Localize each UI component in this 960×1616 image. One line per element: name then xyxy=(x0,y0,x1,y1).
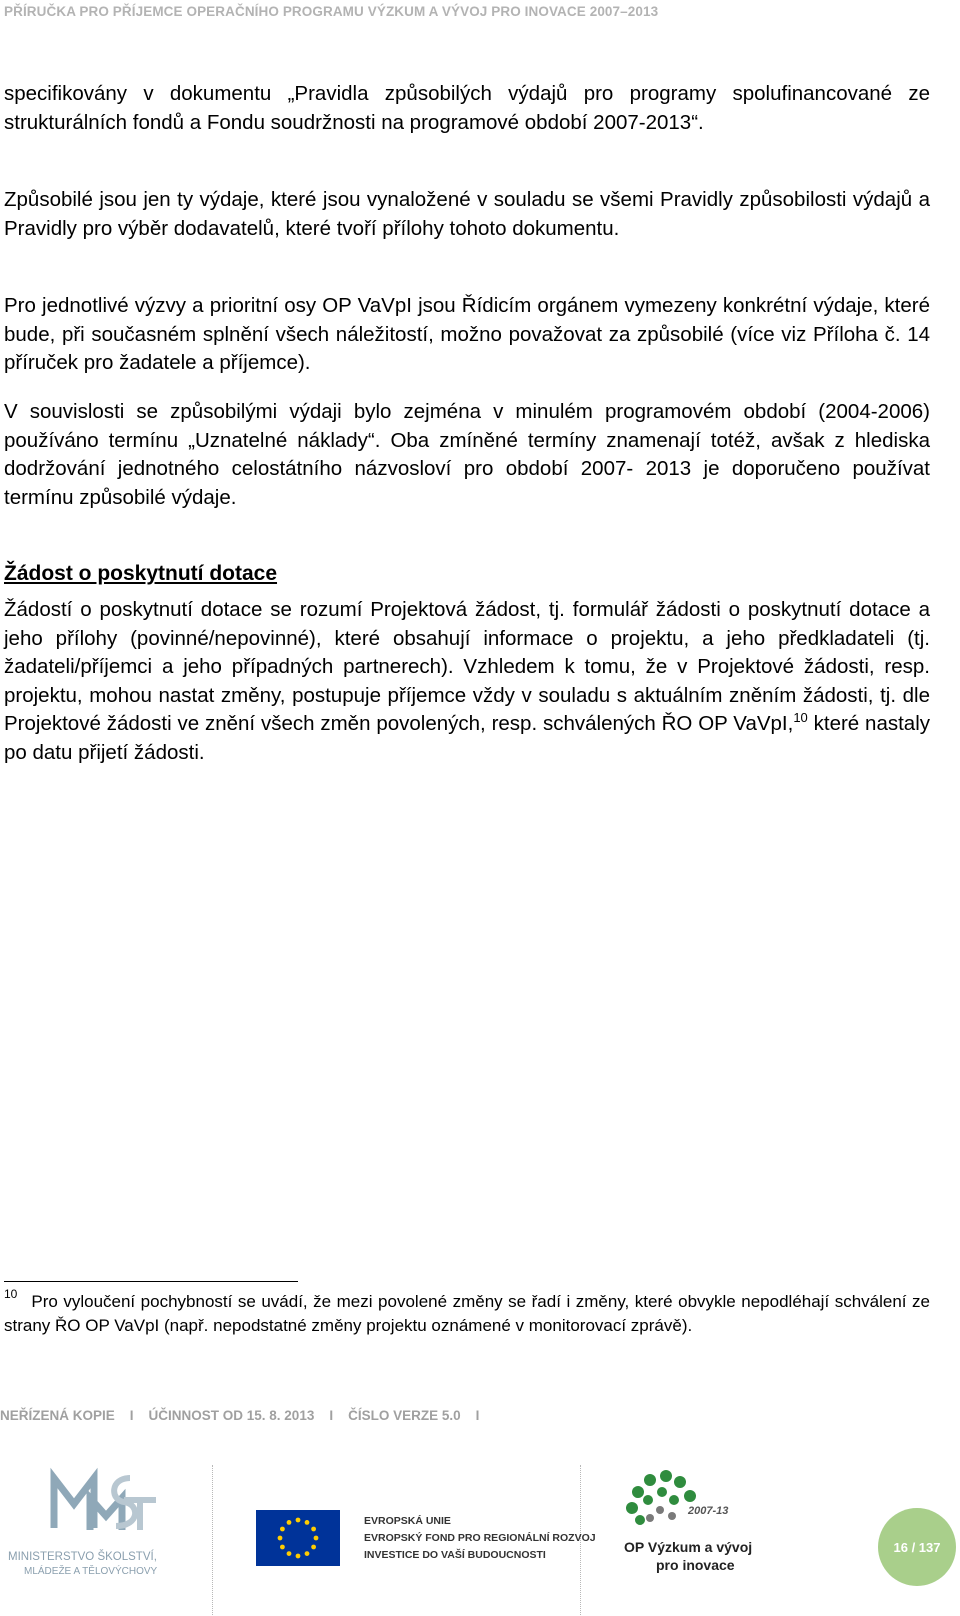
paragraph-4: V souvislosti se způsobilými výdaji bylo zejména v minulém programovém období (2004-2006) používáno termínu „Uznatelné náklady“. Oba zmíněné termíny znamenají totéž, avšak z hlediska dodržování jednotného celostátního názvosloví pro období 2007- 2013 je doporučeno používat termínu způsobilé výdaje. xyxy=(4,400,930,509)
footnote-separator xyxy=(4,1281,298,1282)
eu-logo xyxy=(256,1510,596,1566)
footnote-reference[interactable]: 10 xyxy=(793,710,808,725)
paragraph-5-text: Žádostí o poskytnutí dotace se rozumí Projektová žádost, tj. formulář žádosti o poskytnutí dotace a jeho přílohy (povinné/nepovinné), které obsahují informace o projektu, a jeho předkladateli (tj. žadateli/příjemci a jeho případných partnerech). Vzhledem k tomu, že v Projektové žádosti, resp. projektu, mohou nastat změny, postupuje příjemce vždy v souladu s aktuálním zněním žádosti, tj. dle Projektové žádosti ve znění všech změn povolených, resp. schválených ŘO OP VaVpI, xyxy=(4,598,930,735)
paragraph-1: specifikovány v dokumentu „Pravidla způsobilých výdajů pro programy spolufinancované ze strukturálních fondů a Fondu soudržnosti na programové období 2007-2013“. xyxy=(4,82,930,134)
op-line1: OP Výzkum a vývoj xyxy=(624,1539,753,1555)
eu-line2: EVROPSKÝ FOND PRO REGIONÁLNÍ ROZVOJ xyxy=(364,1532,596,1544)
document-header: PŘÍRUČKA PRO PŘÍJEMCE OPERAČNÍHO PROGRAMU VÝZKUM A VÝVOJ PRO INOVACE 2007–2013 xyxy=(4,4,659,19)
paragraph-5-tail: které nastaly po datu přijetí žádosti. xyxy=(4,712,931,764)
footnote xyxy=(4,1287,930,1338)
paragraph-5 xyxy=(4,596,930,767)
footnote-number: 10 xyxy=(4,1287,18,1301)
paragraph-2: Způsobilé jsou jen ty výdaje, které jsou vynaložené v souladu se všemi Pravidly způsobilosti výdajů a Pravidly pro výběr dodavatelů, které tvoří přílohy tohoto dokumentu. xyxy=(4,188,930,240)
msmt-line1: MINISTERSTVO ŠKOLSTVÍ, xyxy=(8,1551,157,1563)
eu-line3: INVESTICE DO VAŠÍ BUDOUCNOSTI xyxy=(364,1549,546,1561)
eu-line1: EVROPSKÁ UNIE xyxy=(364,1515,451,1527)
paragraph-3: Pro jednotlivé výzvy a prioritní osy OP VaVpI jsou Řídicím orgánem vymezeny konkrétní výdaje, které bude, při současném splnění všech náležitostí, možno považovat za způsobilé (více viz Příloha č. 14 příruček pro žadatele a příjemce). xyxy=(4,294,930,374)
footer-divider xyxy=(212,1465,213,1615)
footnote-text: Pro vyloučení pochybností se uvádí, že mezi povolené změny se řadí i změny, které obvykle nepodléhají schválení ze strany ŘO OP VaVpI (např. nepodstatné změny projektu oznámené v monitorovací zprávě). xyxy=(4,1292,930,1335)
msmt-logo xyxy=(6,1470,186,1580)
footer-status-line: NEŘÍZENÁ KOPIE I ÚČINNOST OD 15. 8. 2013 I ČÍSLO VERZE 5.0 I xyxy=(0,1408,480,1423)
section-heading: Žádost o poskytnutí dotace xyxy=(4,562,278,585)
op-years: 2007-13 xyxy=(688,1505,729,1517)
op-line2: pro inovace xyxy=(656,1557,735,1573)
msmt-line2: MLÁDEŽE A TĚLOVÝCHOVY xyxy=(24,1566,158,1577)
op-vavpi-logo xyxy=(620,1470,760,1588)
page-number-badge: 16 / 137 xyxy=(878,1508,956,1586)
